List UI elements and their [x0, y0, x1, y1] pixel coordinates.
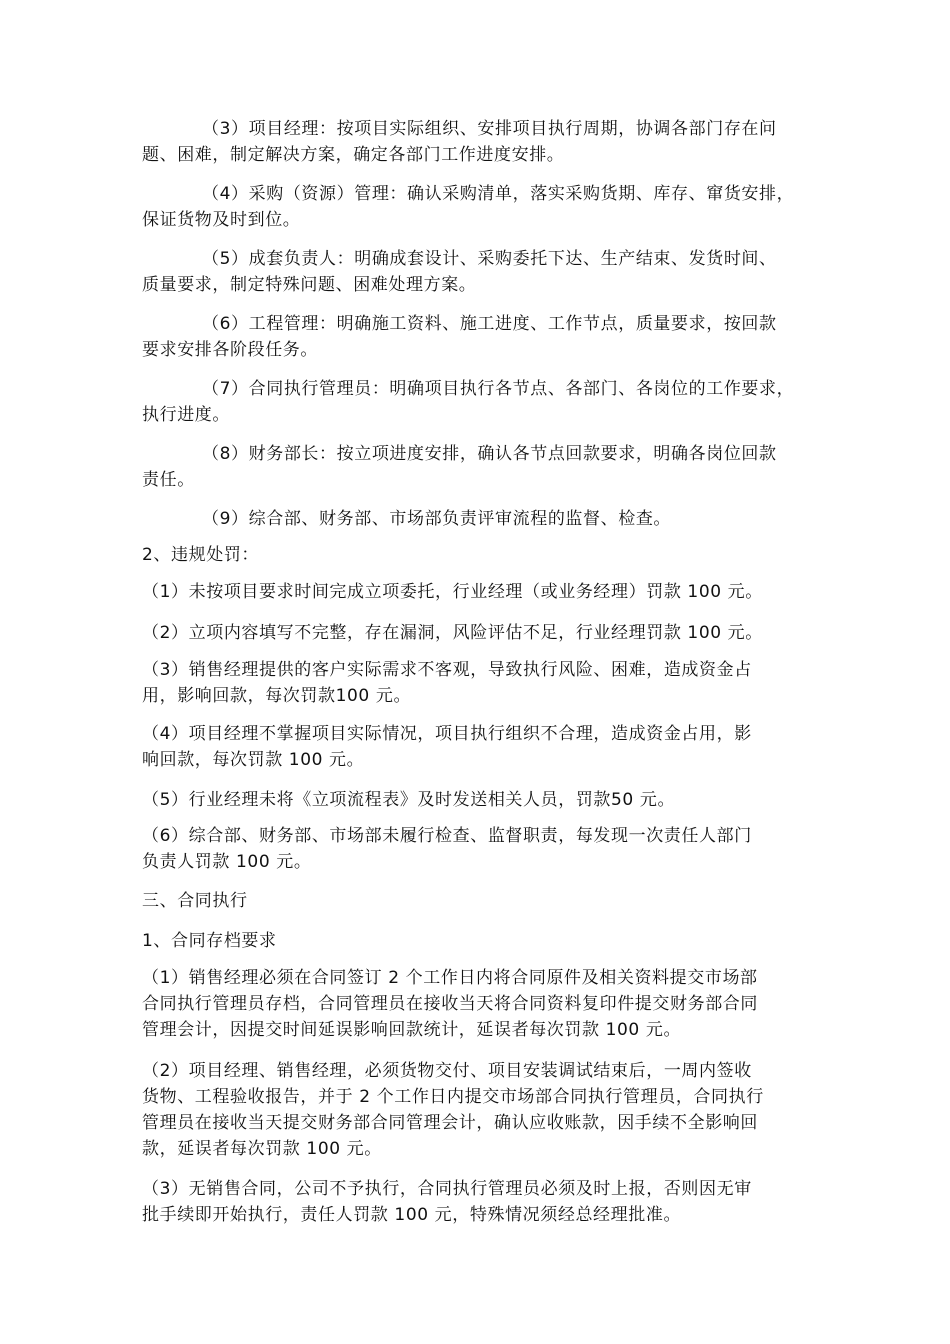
text-line: 合同执行管理员存档，合同管理员在接收当天将合同资料复印件提交财务部合同 — [142, 994, 758, 1014]
archive-item-3 — [142, 1176, 822, 1228]
text-line: （4）项目经理不掌握项目实际情况，项目执行组织不合理，造成资金占用，影 — [142, 724, 752, 744]
text-line: （9）综合部、财务部、市场部负责评审流程的监督、检查。 — [202, 509, 672, 529]
heading-text: 1、合同存档要求 — [142, 931, 277, 951]
text-line: 质量要求，制定特殊问题、困难处理方案。 — [142, 275, 477, 295]
text-line: （1）销售经理必须在合同签订 2 个工作日内将合同原件及相关资料提交市场部 — [142, 968, 758, 988]
subheading-contract-archive — [142, 928, 822, 954]
text-line: 用，影响回款，每次罚款100 元。 — [142, 686, 412, 706]
text-line: （8）财务部长：按立项进度安排，确认各节点回款要求，明确各岗位回款 — [202, 444, 777, 464]
archive-item-1 — [142, 965, 822, 1043]
text-line: 批手续即开始执行，责任人罚款 100 元，特殊情况须经总经理批准。 — [142, 1205, 682, 1225]
paragraph-3-project-manager — [142, 116, 822, 168]
penalty-item-1 — [142, 579, 822, 605]
text-line: 管理会计，因提交时间延误影响回款统计，延误者每次罚款 100 元。 — [142, 1020, 682, 1040]
archive-item-2 — [142, 1058, 822, 1162]
text-line: （4）采购（资源）管理：确认采购清单，落实采购货期、库存、窜货安排， — [202, 184, 795, 204]
text-line: 响回款，每次罚款 100 元。 — [142, 750, 365, 770]
heading-text: 2、违规处罚： — [142, 545, 260, 565]
penalty-item-6 — [142, 823, 822, 875]
text-line: 题、困难，制定解决方案，确定各部门工作进度安排。 — [142, 145, 565, 165]
section-heading-contract-execution — [142, 888, 822, 914]
text-line: （5）行业经理未将《立项流程表》及时发送相关人员，罚款50 元。 — [142, 790, 676, 810]
text-line: （6）综合部、财务部、市场部未履行检查、监督职责，每发现一次责任人部门 — [142, 826, 752, 846]
text-line: （5）成套负责人：明确成套设计、采购委托下达、生产结束、发货时间、 — [202, 249, 777, 269]
text-line: （7）合同执行管理员：明确项目执行各节点、各部门、各岗位的工作要求， — [202, 379, 795, 399]
heading-text: 三、合同执行 — [142, 891, 248, 911]
paragraph-9-supervision — [142, 506, 822, 532]
penalty-item-3 — [142, 657, 822, 709]
text-line: 责任。 — [142, 470, 195, 490]
text-line: 负责人罚款 100 元。 — [142, 852, 312, 872]
text-line: （3）销售经理提供的客户实际需求不客观，导致执行风险、困难，造成资金占 — [142, 660, 752, 680]
text-line: （2）项目经理、销售经理，必须货物交付、项目安装调试结束后，一周内签收 — [142, 1061, 752, 1081]
paragraph-8-finance — [142, 441, 822, 493]
text-line: 要求安排各阶段任务。 — [142, 340, 318, 360]
text-line: 执行进度。 — [142, 405, 230, 425]
text-line: （6）工程管理：明确施工资料、施工进度、工作节点，质量要求，按回款 — [202, 314, 777, 334]
paragraph-6-engineering — [142, 311, 822, 363]
text-line: （1）未按项目要求时间完成立项委托，行业经理（或业务经理）罚款 100 元。 — [142, 582, 763, 602]
paragraph-5-set-manager — [142, 246, 822, 298]
text-line: 保证货物及时到位。 — [142, 210, 301, 230]
paragraph-7-contract-admin — [142, 376, 822, 428]
text-line: 管理员在接收当天提交财务部合同管理会计，确认应收账款，因手续不全影响回 — [142, 1113, 758, 1133]
penalty-item-5 — [142, 787, 822, 813]
section-heading-penalties — [142, 542, 822, 568]
text-line: （3）无销售合同，公司不予执行，合同执行管理员必须及时上报，否则因无审 — [142, 1179, 752, 1199]
paragraph-4-procurement — [142, 181, 822, 233]
text-line: （3）项目经理：按项目实际组织、安排项目执行周期，协调各部门存在问 — [202, 119, 777, 139]
penalty-item-4 — [142, 721, 822, 773]
text-line: （2）立项内容填写不完整，存在漏洞，风险评估不足，行业经理罚款 100 元。 — [142, 623, 763, 643]
text-line: 款，延误者每次罚款 100 元。 — [142, 1139, 382, 1159]
text-line: 货物、工程验收报告，并于 2 个工作日内提交市场部合同执行管理员，合同执行 — [142, 1087, 764, 1107]
penalty-item-2 — [142, 620, 822, 646]
